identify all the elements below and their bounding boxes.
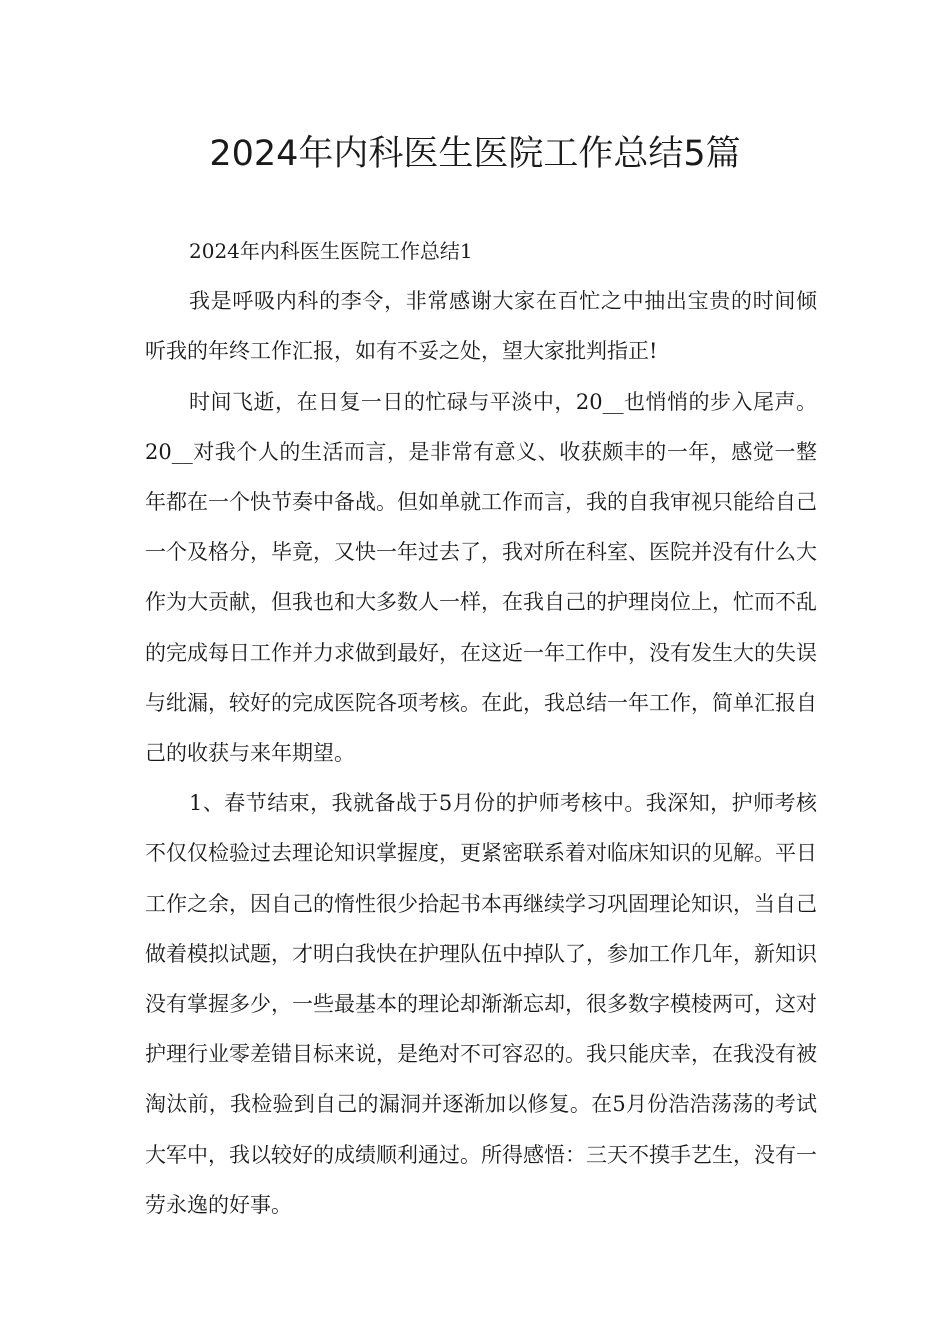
paragraph-review: 时间飞逝，在日复一日的忙碌与平淡中，20__也悄悄的步入尾声。20__对我个人的生活而言，是非常有意义、收获颇丰的一年，感觉一整年都在一个快节奏中备战。但如单就工作而言，我的自我审视只能给自己一个及格分，毕竟，又快一年过去了，我对所在科室、医院并没有什么大作为大贡献，但我也和大多数人一样，在我自己的护理岗位上，忙而不乱的完成每日工作并力求做到最好，在这近一年工作中，没有发生大的失误与纰漏，较好的完成医院各项考核。在此，我总结一年工作，简单汇报自己的收获与来年期望。	[145, 389, 817, 766]
document-body	[145, 226, 817, 1230]
paragraph-intro: 我是呼吸内科的李令，非常感谢大家在百忙之中抽出宝贵的时间倾听我的年终工作汇报，如有不妥之处，望大家批判指正!	[145, 289, 817, 364]
paragraph-exam: 1、春节结束，我就备战于5月份的护师考核中。我深知，护师考核不仅仅检验过去理论知识掌握度，更紧密联系着对临床知识的见解。平日工作之余，因自己的惰性很少拾起书本再继续学习巩固理论知识，当自己做着模拟试题，才明白我快在护理队伍中掉队了，参加工作几年，新知识没有掌握多少，一些最基本的理论却渐渐忘却，很多数字模棱两可，这对护理行业零差错目标来说，是绝对不可容忍的。我只能庆幸，在我没有被淘汰前，我检验到自己的漏洞并逐渐加以修复。在5月份浩浩荡荡的考试大军中，我以较好的成绩顺利通过。所得感悟：三天不摸手艺生，没有一劳永逸的好事。	[145, 791, 817, 1217]
document-title: 2024年内科医生医院工作总结5篇	[209, 134, 741, 174]
section-heading: 2024年内科医生医院工作总结1	[189, 239, 473, 263]
